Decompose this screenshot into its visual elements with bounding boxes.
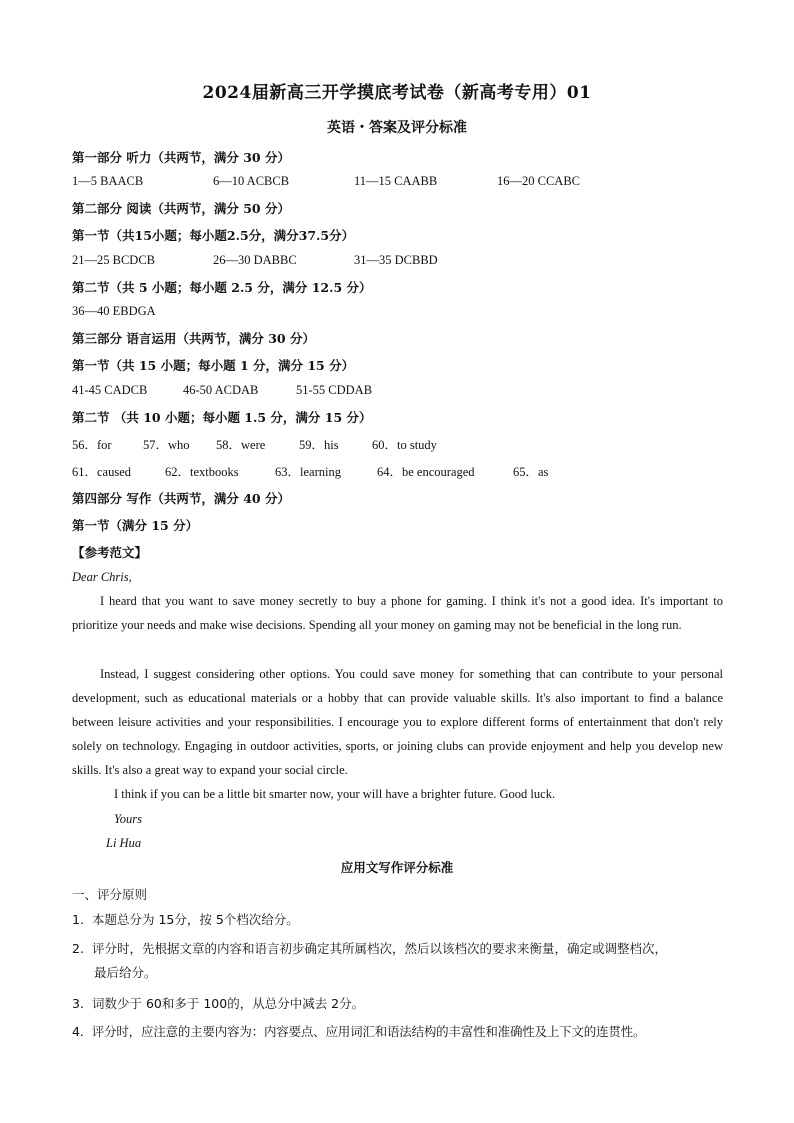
rule-text: 词数少于 60和多于 100的，从总分中减去 2分。: [91, 996, 365, 1011]
answer-group: 16—20 CCABC: [497, 174, 581, 188]
answer-group: 46-50 ACDAB: [183, 383, 259, 397]
letter-closing: Yours: [114, 812, 143, 826]
fill-answer: 62．textbooks: [165, 465, 239, 479]
part4-heading: 第四部分 写作（共两节，满分 40 分）: [72, 491, 290, 506]
answer-group: 51-55 CDDAB: [296, 383, 373, 397]
answer-group: 26—30 DABBC: [213, 253, 297, 267]
letter-paragraph-1: I heard that you want to save money secretly to buy a phone for gaming. I think it's not a good idea. It's important to prioritize your needs and make wise decisions. Spending all your money on gaming may not be beneficial in the long run.: [72, 594, 723, 632]
answer-group: 11—15 CAABB: [354, 174, 438, 188]
part2-section1-heading: 第一节（共15小题；每小题2.5分，满分37.5分）: [72, 228, 355, 243]
sample-essay-label: 【参考范文】: [72, 545, 148, 560]
letter-signature: Li Hua: [106, 836, 142, 850]
scoring-heading: 应用文写作评分标准: [340, 860, 454, 875]
letter-paragraph-3: I think if you can be a little bit smarter now, your will have a brighter future. Good luck.: [114, 787, 556, 801]
rule-number: 1.: [72, 912, 84, 927]
answer-group: 21—25 BCDCB: [72, 253, 156, 267]
answer-group: 36—40 EBDGA: [72, 304, 156, 318]
part3-section2-heading: 第二节 （共 10 小题；每小题 1.5 分，满分 15 分）: [72, 410, 372, 425]
part3-section1-heading: 第一节（共 15 小题；每小题 1 分，满分 15 分）: [72, 358, 355, 373]
fill-answer: 60．to study: [372, 438, 437, 452]
letter-greeting: Dear Chris,: [72, 570, 132, 584]
fill-answer: 64．be encouraged: [377, 465, 475, 479]
page-title: 2024届新高三开学摸底考试卷（新高考专用）01: [202, 83, 592, 103]
rule-number: 2.: [72, 941, 84, 956]
rule-text-continued: 最后给分。: [94, 965, 157, 980]
rule-number: 4.: [72, 1024, 84, 1039]
fill-answer: 63．learning: [275, 465, 341, 479]
answer-group: 41-45 CADCB: [72, 383, 148, 397]
rule-text: 本题总分为 15分，按 5个档次给分。: [91, 912, 299, 927]
part2-heading: 第二部分 阅读（共两节，满分 50 分）: [72, 201, 290, 216]
part3-heading: 第三部分 语言运用（共两节，满分 30 分）: [72, 331, 315, 346]
letter-paragraph-2: Instead, I suggest considering other options. You could save money for something that can contribute to your personal development, such as educational materials or a hobby that can provide valuable skills. It's also important to find a balance between leisure activities and your responsibilities. I encourage you to explore different forms of entertainment that don't rely solely on technology. Engaging in outdoor activities, sports, or joining clubs can provide enjoyment and help you develop new skills. It's also a great way to expand your social circle.: [72, 667, 723, 777]
part4-section1-heading: 第一节（满分 15 分）: [72, 518, 199, 533]
scoring-rule: [72, 992, 723, 1016]
fill-answer: 65．as: [513, 465, 549, 479]
rule-text: 评分时，先根据文章的内容和语言初步确定其所属档次，然后以该档次的要求来衡量，确定或调整档次，: [91, 941, 667, 956]
fill-answer: 61．caused: [72, 465, 132, 479]
part1-heading: 第一部分 听力（共两节，满分 30 分）: [72, 150, 290, 165]
fill-answer: 58．were: [216, 438, 266, 452]
scoring-rule: [72, 908, 723, 932]
part2-section2-heading: 第二节（共 5 小题；每小题 2.5 分，满分 12.5 分）: [72, 280, 372, 295]
answer-group: 1—5 BAACB: [72, 174, 144, 188]
scoring-rule: [72, 1020, 723, 1044]
rule-text: 评分时，应注意的主要内容为：内容要点、应用词汇和语法结构的丰富性和准确性及上下文的连贯性。: [91, 1024, 646, 1039]
fill-answer: 56．for: [72, 438, 112, 452]
rule-number: 3.: [72, 996, 84, 1011]
scoring-rule: [72, 937, 723, 985]
fill-answer: 59．his: [299, 438, 339, 452]
answer-group: 31—35 DCBBD: [354, 253, 438, 267]
scoring-principle-heading: 一、评分原则: [72, 887, 148, 902]
page-subtitle: 英语・答案及评分标准: [327, 120, 467, 136]
fill-answer: 57．who: [143, 438, 190, 452]
answer-group: 6—10 ACBCB: [213, 174, 290, 188]
